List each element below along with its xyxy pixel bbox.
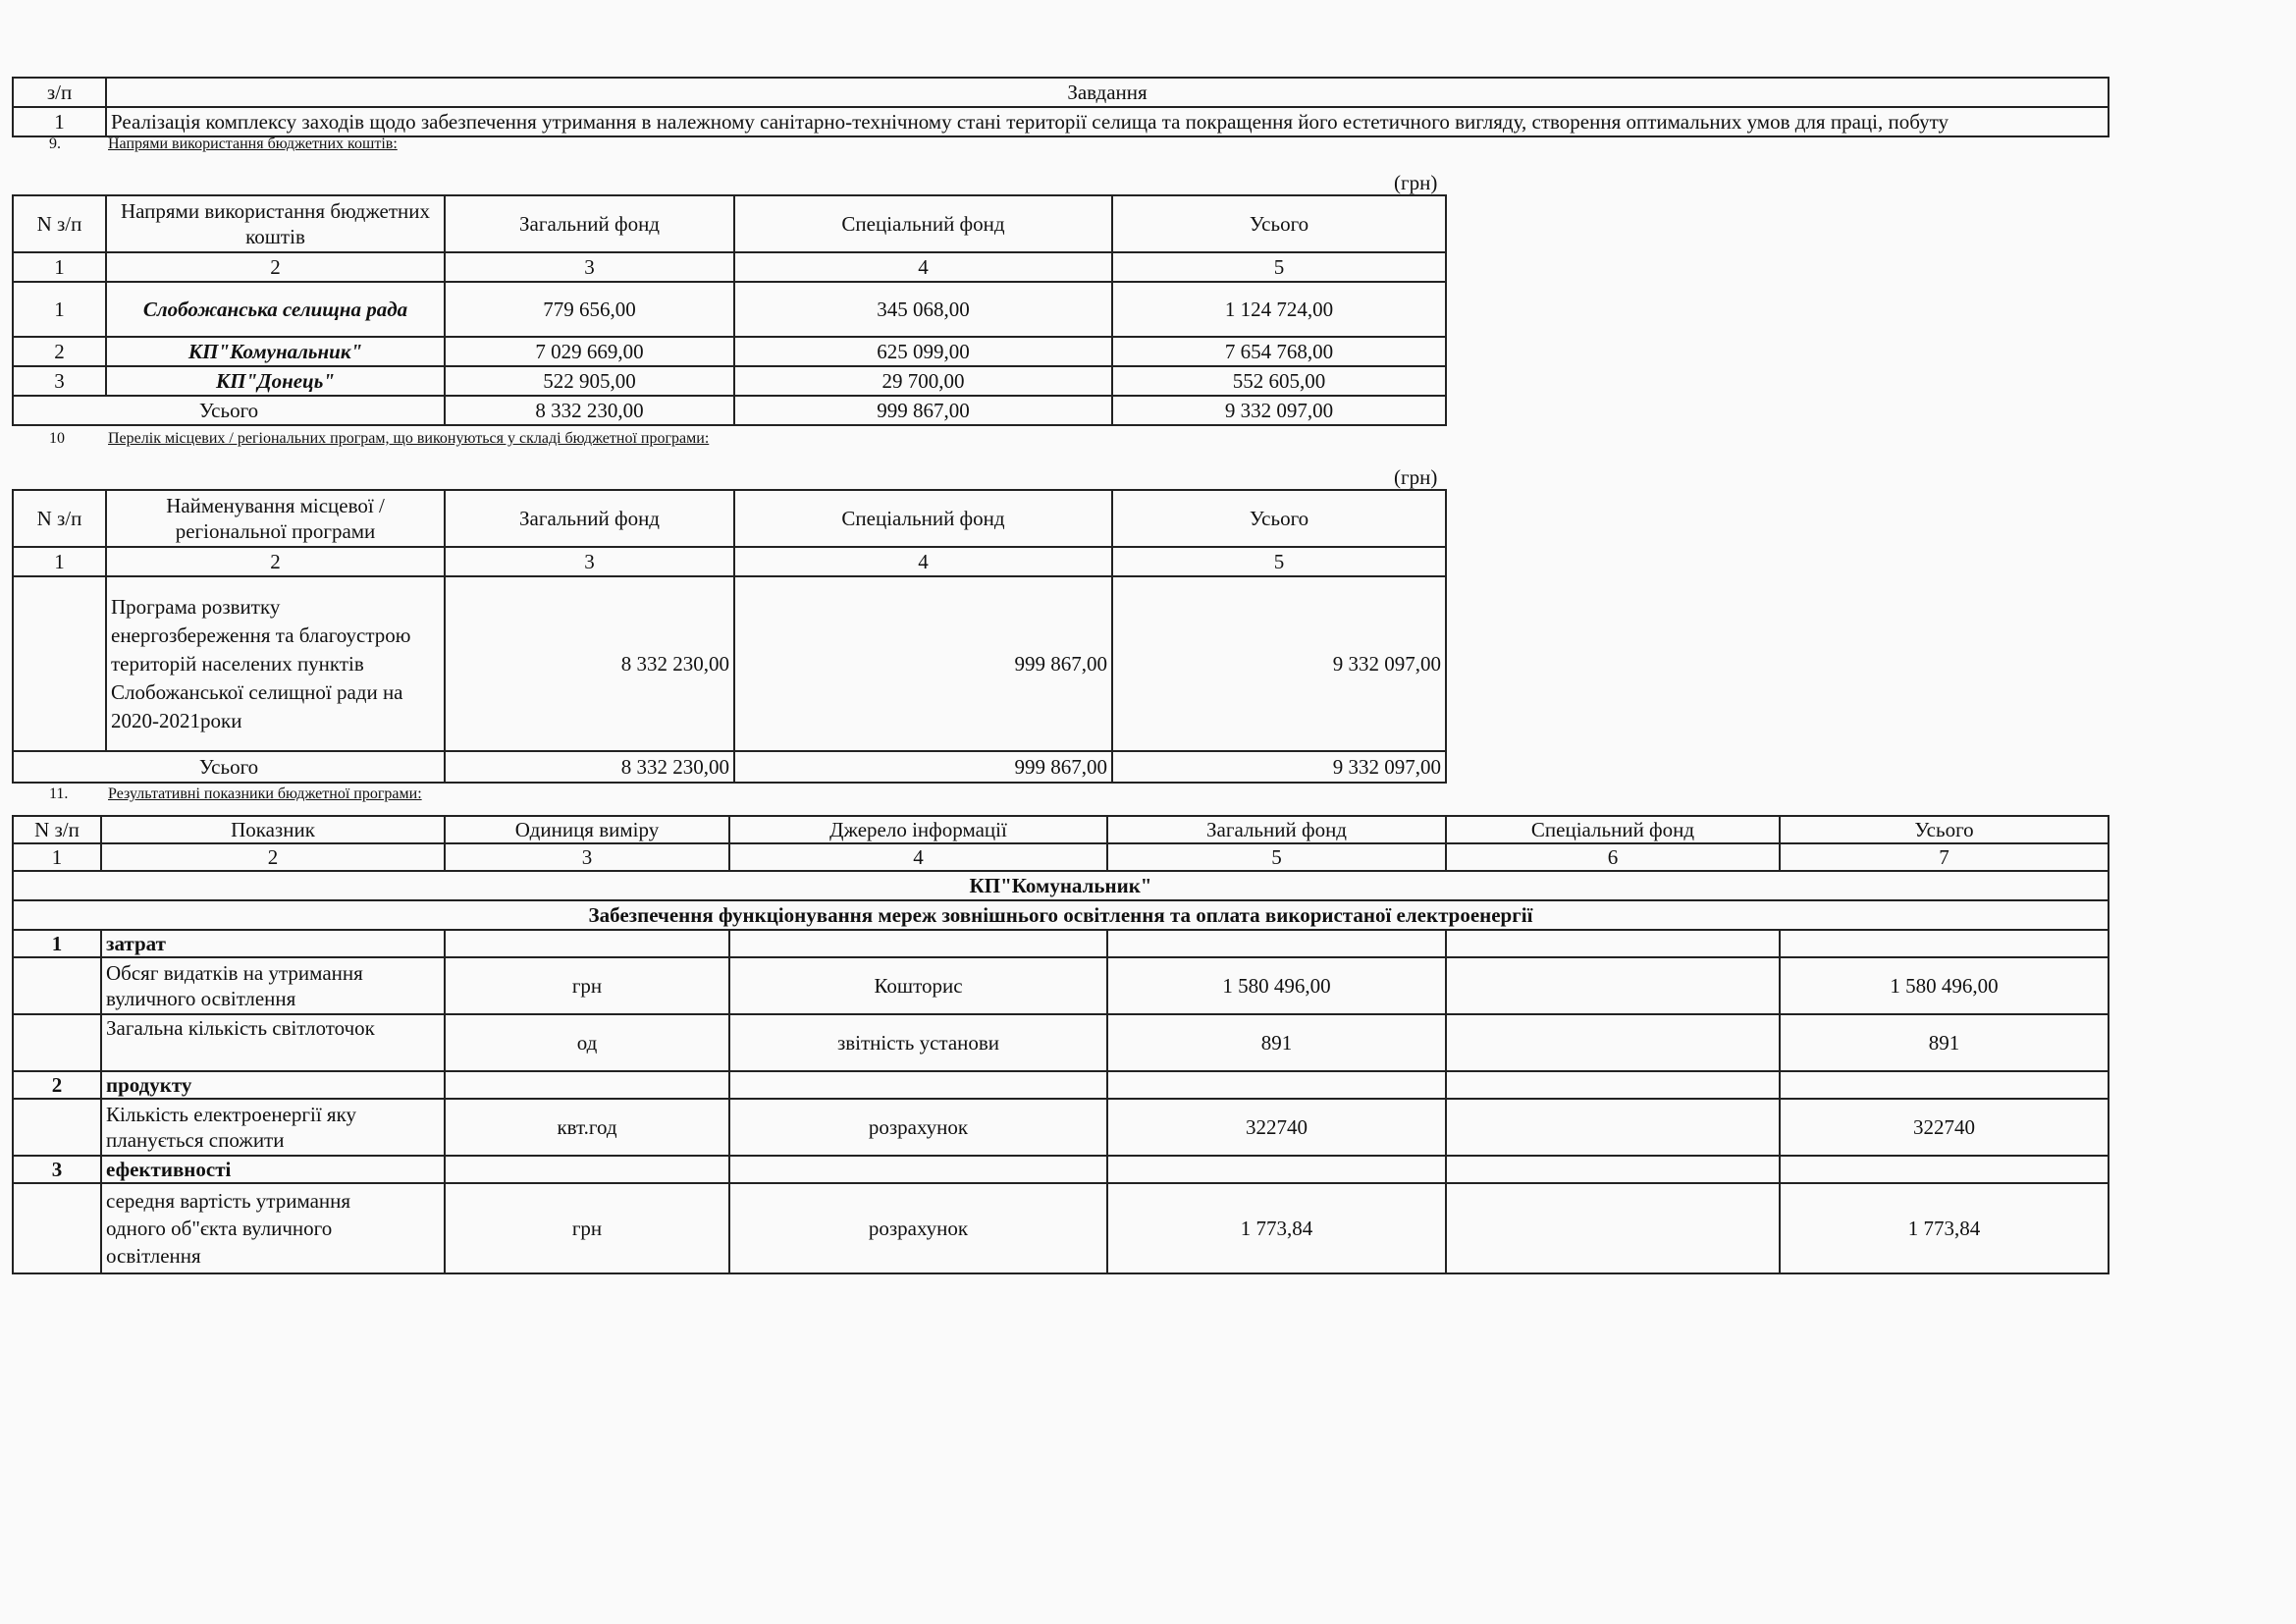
s11-colnum: 4 (729, 843, 1107, 871)
s11-indicator-line: вуличного освітлення (106, 987, 296, 1010)
s9-colnum: 1 (13, 252, 106, 282)
section10-unit: (грн) (1394, 465, 1438, 489)
s10-program-line: енергозбереження та благоустрою (111, 623, 411, 647)
s11-special (1446, 1099, 1780, 1156)
s11-unit: од (445, 1014, 729, 1071)
s9-total-total: 9 332 097,00 (1112, 396, 1446, 425)
s10-header-general: Загальний фонд (445, 490, 734, 547)
s11-general: 322740 (1107, 1099, 1446, 1156)
section10-heading (12, 430, 2108, 456)
s11-header-indicator: Показник (101, 816, 445, 843)
section9-unit: (грн) (1394, 171, 1438, 194)
s10-total-label: Усього (13, 751, 445, 783)
task-header-num: з/п (13, 78, 106, 107)
s11-source: звітність установи (729, 1014, 1107, 1071)
s9-total-general: 8 332 230,00 (445, 396, 734, 425)
s11-colnum: 6 (1446, 843, 1780, 871)
s11-total: 891 (1780, 1014, 2109, 1071)
s11-indicator-line: планується спожити (106, 1128, 285, 1152)
table-row (13, 1183, 2109, 1273)
s10-header-program: Найменування місцевої / регіональної програми (106, 490, 445, 547)
s9-header-num: N з/п (13, 195, 106, 252)
s11-group-title: затрат (101, 930, 445, 957)
section9-number: 9. (49, 135, 61, 152)
s11-source: розрахунок (729, 1183, 1107, 1273)
s9-row-general: 522 905,00 (445, 366, 734, 396)
s11-total: 322740 (1780, 1099, 2109, 1156)
s11-unit: грн (445, 957, 729, 1014)
s11-header-general: Загальний фонд (1107, 816, 1446, 843)
s10-header-total: Усього (1112, 490, 1446, 547)
s11-general: 1 773,84 (1107, 1183, 1446, 1273)
group-row (13, 1156, 2109, 1183)
table-row (13, 1099, 2109, 1156)
s11-colnum: 7 (1780, 843, 2109, 871)
s11-indicator-line: Обсяг видатків на утримання (106, 961, 363, 985)
s11-header-unit: Одиниця виміру (445, 816, 729, 843)
s11-general: 1 580 496,00 (1107, 957, 1446, 1014)
task-row-text: Реалізація комплексу заходів щодо забезпечення утримання в належному санітарно-технічному стані території селища та покращення його естетичного вигляду, створення оптимальних умов для праці, побуту (106, 107, 2109, 136)
s11-group-num: 2 (13, 1071, 101, 1099)
s11-unit: квт.год (445, 1099, 729, 1156)
s9-row-num: 1 (13, 282, 106, 337)
s11-indicator (101, 1014, 445, 1071)
table-row (13, 282, 1446, 337)
s9-colnum: 5 (1112, 252, 1446, 282)
s10-colnum: 4 (734, 547, 1112, 576)
s10-program-line: територій населених пунктів (111, 651, 364, 676)
s11-indicator (101, 957, 445, 1014)
s10-program-line: Слобожанської селищної ради на (111, 679, 403, 704)
s10-colnum: 5 (1112, 547, 1446, 576)
s9-row-special: 345 068,00 (734, 282, 1112, 337)
s11-colnum: 2 (101, 843, 445, 871)
section11-number: 11. (49, 785, 69, 802)
s11-header-total: Усього (1780, 816, 2109, 843)
section9-table (12, 194, 1447, 426)
s11-group-title: продукту (101, 1071, 445, 1099)
section9-title: Напрями використання бюджетних коштів: (108, 135, 398, 152)
s11-indicator (101, 1099, 445, 1156)
task-table (12, 77, 2109, 137)
s10-colnum: 2 (106, 547, 445, 576)
section10-number: 10 (49, 430, 65, 447)
s11-special (1446, 957, 1780, 1014)
s11-indicator-line: освітлення (106, 1244, 201, 1268)
s11-indicator-line: середня вартість утримання (106, 1189, 351, 1213)
s10-header-special: Спеціальний фонд (734, 490, 1112, 547)
s10-program-total: 9 332 097,00 (1112, 576, 1446, 751)
s9-row-general: 7 029 669,00 (445, 337, 734, 366)
s11-indicator (101, 1183, 445, 1273)
s11-total: 1 773,84 (1780, 1183, 2109, 1273)
s11-source: Кошторис (729, 957, 1107, 1014)
s9-row-num: 2 (13, 337, 106, 366)
s9-colnum: 3 (445, 252, 734, 282)
section11-table (12, 815, 2109, 1274)
section9-heading (12, 135, 2108, 161)
s11-group-num: 3 (13, 1156, 101, 1183)
s11-indicator-line: Кількість електроенергії яку (106, 1103, 356, 1126)
table-row (13, 751, 1446, 783)
table-row (13, 957, 2109, 1014)
table-row (13, 1014, 2109, 1071)
s9-total-special: 999 867,00 (734, 396, 1112, 425)
s9-row-name: КП"Комунальник" (106, 337, 445, 366)
section11-heading (12, 785, 2108, 811)
table-row (13, 366, 1446, 396)
s11-colnum: 1 (13, 843, 101, 871)
s11-indicator-line: одного об"єкта вуличного (106, 1217, 333, 1240)
table-row (13, 576, 1446, 751)
s10-program-line: Програма розвитку (111, 594, 281, 619)
s9-row-special: 29 700,00 (734, 366, 1112, 396)
s11-group-title: ефективності (101, 1156, 445, 1183)
s11-indicator-line: Загальна кількість світлоточок (106, 1016, 375, 1040)
s11-general: 891 (1107, 1014, 1446, 1071)
s9-row-total: 552 605,00 (1112, 366, 1446, 396)
s11-colnum: 5 (1107, 843, 1446, 871)
s9-header-special: Спеціальний фонд (734, 195, 1112, 252)
s11-subtitle: Забезпечення функціонування мереж зовнішнього освітлення та оплата використаної електроенергії (13, 900, 2109, 930)
s9-header-total: Усього (1112, 195, 1446, 252)
s10-program-name (106, 576, 445, 751)
section10-table (12, 489, 1447, 784)
s11-special (1446, 1183, 1780, 1273)
s9-colnum: 4 (734, 252, 1112, 282)
s9-colnum: 2 (106, 252, 445, 282)
task-header: Завдання (106, 78, 2109, 107)
s10-header-num: N з/п (13, 490, 106, 547)
s9-total-label: Усього (13, 396, 445, 425)
group-row (13, 930, 2109, 957)
s11-source: розрахунок (729, 1099, 1107, 1156)
s9-header-general: Загальний фонд (445, 195, 734, 252)
s10-colnum: 1 (13, 547, 106, 576)
s11-unit: грн (445, 1183, 729, 1273)
s11-total: 1 580 496,00 (1780, 957, 2109, 1014)
s11-group-num: 1 (13, 930, 101, 957)
s11-org: КП"Комунальник" (13, 871, 2109, 900)
s11-header-num: N з/п (13, 816, 101, 843)
s10-program-general: 8 332 230,00 (445, 576, 734, 751)
s9-row-total: 7 654 768,00 (1112, 337, 1446, 366)
s10-total-total: 9 332 097,00 (1112, 751, 1446, 783)
s9-row-name: КП"Донець" (106, 366, 445, 396)
s9-row-general: 779 656,00 (445, 282, 734, 337)
s9-row-special: 625 099,00 (734, 337, 1112, 366)
s10-program-line: 2020-2021роки (111, 708, 242, 732)
table-row (13, 396, 1446, 425)
s9-row-name: Слобожанська селищна рада (106, 282, 445, 337)
s11-header-special: Спеціальний фонд (1446, 816, 1780, 843)
group-row (13, 1071, 2109, 1099)
task-row-num: 1 (13, 107, 106, 136)
table-row (13, 337, 1446, 366)
s9-row-num: 3 (13, 366, 106, 396)
s10-total-special: 999 867,00 (734, 751, 1112, 783)
s9-header-direction: Напрями використання бюджетних коштів (106, 195, 445, 252)
section10-title: Перелік місцевих / регіональних програм, що виконуються у складі бюджетної програми: (108, 430, 710, 447)
s10-colnum: 3 (445, 547, 734, 576)
s11-header-source: Джерело інформації (729, 816, 1107, 843)
s10-total-general: 8 332 230,00 (445, 751, 734, 783)
s10-program-special: 999 867,00 (734, 576, 1112, 751)
s11-special (1446, 1014, 1780, 1071)
section11-title: Результативні показники бюджетної програми: (108, 785, 422, 802)
s11-colnum: 3 (445, 843, 729, 871)
s9-row-total: 1 124 724,00 (1112, 282, 1446, 337)
